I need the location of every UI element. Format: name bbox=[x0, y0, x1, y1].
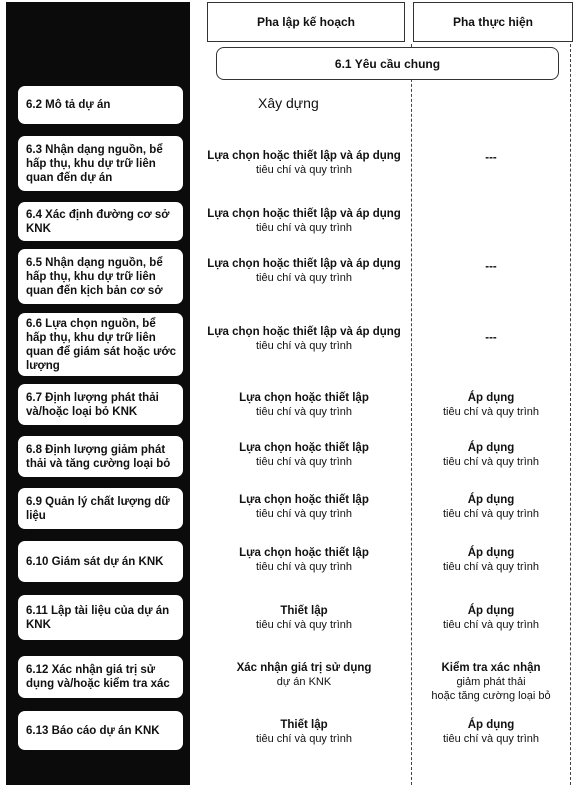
row-6-6-implementation bbox=[413, 331, 569, 345]
row-6-3-planning bbox=[200, 149, 408, 177]
section-6-13-box: 6.13 Báo cáo dự án KNK bbox=[18, 711, 183, 750]
row-6-3-implementation-dash: --- bbox=[485, 152, 497, 164]
row-6-11-implementation-bold: Áp dụng bbox=[467, 605, 515, 617]
row-6-2-planning-text: Xây dựng bbox=[258, 95, 319, 111]
row-6-3-planning-text: tiêu chí và quy trình bbox=[256, 164, 352, 176]
header-planning-phase: Pha lập kế hoạch bbox=[207, 2, 405, 42]
row-6-13-planning bbox=[200, 718, 408, 746]
section-6-8-box: 6.8 Định lượng giảm phát thải và tăng cường loại bỏ bbox=[18, 436, 183, 477]
row-6-11-planning-text: tiêu chí và quy trình bbox=[256, 619, 352, 631]
row-6-3-implementation bbox=[413, 151, 569, 165]
row-6-10-implementation-bold: Áp dụng bbox=[467, 547, 515, 559]
row-6-4-planning bbox=[200, 207, 408, 235]
row-6-7-planning-bold: Lựa chọn hoặc thiết lập bbox=[239, 392, 369, 404]
row-6-9-planning-text: tiêu chí và quy trình bbox=[256, 508, 352, 520]
row-6-8-implementation-text: tiêu chí và quy trình bbox=[443, 456, 539, 468]
row-6-13-planning-bold: Thiết lập bbox=[280, 719, 328, 731]
section-6-11-box: 6.11 Lập tài liệu của dự án KNK bbox=[18, 595, 183, 640]
section-6-4-box: 6.4 Xác định đường cơ sở KNK bbox=[18, 202, 183, 241]
row-6-11-planning bbox=[200, 604, 408, 632]
row-6-10-planning-text: tiêu chí và quy trình bbox=[256, 561, 352, 573]
row-6-10-planning bbox=[200, 546, 408, 574]
row-6-12-planning-text: dự án KNK bbox=[276, 676, 332, 688]
row-6-13-implementation bbox=[413, 718, 569, 746]
row-6-9-planning-bold: Lựa chọn hoặc thiết lập bbox=[239, 494, 369, 506]
row-6-8-planning-text: tiêu chí và quy trình bbox=[256, 456, 352, 468]
row-6-4-planning-bold: Lựa chọn hoặc thiết lập và áp dụng bbox=[207, 208, 401, 220]
row-6-11-implementation-text: tiêu chí và quy trình bbox=[443, 619, 539, 631]
row-6-9-implementation bbox=[413, 493, 569, 521]
row-6-12-planning bbox=[200, 661, 408, 689]
row-6-12-implementation-bold: Kiểm tra xác nhận bbox=[441, 662, 541, 674]
row-6-6-planning-text: tiêu chí và quy trình bbox=[256, 340, 352, 352]
row-6-9-planning bbox=[200, 493, 408, 521]
section-6-6-box: 6.6 Lựa chọn nguồn, bể hấp thụ, khu dự trữ liên quan để giám sát hoặc ước lượng bbox=[18, 313, 183, 376]
row-6-12-implementation-text: giảm phát thải bbox=[456, 676, 526, 688]
row-6-12-implementation bbox=[413, 661, 569, 703]
section-6-5-box: 6.5 Nhận dạng nguồn, bể hấp thụ, khu dự trữ liên quan đến kịch bản cơ sở bbox=[18, 249, 183, 304]
row-6-7-planning-text: tiêu chí và quy trình bbox=[256, 406, 352, 418]
section-6-2-box: 6.2 Mô tả dự án bbox=[18, 86, 183, 124]
section-6-3-box: 6.3 Nhận dạng nguồn, bể hấp thụ, khu dự trữ liên quan đến dự án bbox=[18, 136, 183, 191]
row-6-7-planning bbox=[200, 391, 408, 419]
row-6-11-implementation bbox=[413, 604, 569, 632]
row-6-6-implementation-dash: --- bbox=[485, 332, 497, 344]
row-6-9-implementation-bold: Áp dụng bbox=[467, 494, 515, 506]
row-6-10-implementation bbox=[413, 546, 569, 574]
row-6-12-implementation-text2: hoặc tăng cường loại bỏ bbox=[431, 690, 551, 702]
row-6-13-implementation-text: tiêu chí và quy trình bbox=[443, 733, 539, 745]
row-6-10-implementation-text: tiêu chí và quy trình bbox=[443, 561, 539, 573]
row-6-4-planning-text: tiêu chí và quy trình bbox=[256, 222, 352, 234]
row-6-10-planning-bold: Lựa chọn hoặc thiết lập bbox=[239, 547, 369, 559]
row-6-8-implementation-bold: Áp dụng bbox=[467, 442, 515, 454]
row-6-5-planning-text: tiêu chí và quy trình bbox=[256, 272, 352, 284]
row-6-5-implementation bbox=[413, 260, 569, 274]
row-6-11-planning-bold: Thiết lập bbox=[280, 605, 328, 617]
row-6-7-implementation-bold: Áp dụng bbox=[467, 392, 515, 404]
row-6-12-planning-bold: Xác nhận giá trị sử dụng bbox=[236, 662, 372, 674]
row-6-5-planning bbox=[200, 257, 408, 285]
general-requirements-box: 6.1 Yêu cầu chung bbox=[216, 47, 559, 80]
section-6-12-box: 6.12 Xác nhận giá trị sử dụng và/hoặc kiểm tra xác bbox=[18, 656, 183, 698]
header-implementation-phase: Pha thực hiện bbox=[413, 2, 573, 42]
section-6-10-box: 6.10 Giám sát dự án KNK bbox=[18, 541, 183, 582]
row-6-9-implementation-text: tiêu chí và quy trình bbox=[443, 508, 539, 520]
row-6-7-implementation-text: tiêu chí và quy trình bbox=[443, 406, 539, 418]
row-6-8-planning-bold: Lựa chọn hoặc thiết lập bbox=[239, 442, 369, 454]
section-6-7-box: 6.7 Định lượng phát thải và/hoặc loại bỏ KNK bbox=[18, 384, 183, 425]
section-6-9-box: 6.9 Quản lý chất lượng dữ liệu bbox=[18, 488, 183, 529]
row-6-2-planning bbox=[258, 96, 368, 110]
row-6-13-implementation-bold: Áp dụng bbox=[467, 719, 515, 731]
row-6-3-planning-bold: Lựa chọn hoặc thiết lập và áp dụng bbox=[207, 150, 401, 162]
row-6-5-planning-bold: Lựa chọn hoặc thiết lập và áp dụng bbox=[207, 258, 401, 270]
row-6-7-implementation bbox=[413, 391, 569, 419]
row-6-6-planning-bold: Lựa chọn hoặc thiết lập và áp dụng bbox=[207, 326, 401, 338]
row-6-6-planning bbox=[200, 325, 408, 353]
row-6-8-planning bbox=[200, 441, 408, 469]
row-6-8-implementation bbox=[413, 441, 569, 469]
row-6-5-implementation-dash: --- bbox=[485, 261, 497, 273]
row-6-13-planning-text: tiêu chí và quy trình bbox=[256, 733, 352, 745]
